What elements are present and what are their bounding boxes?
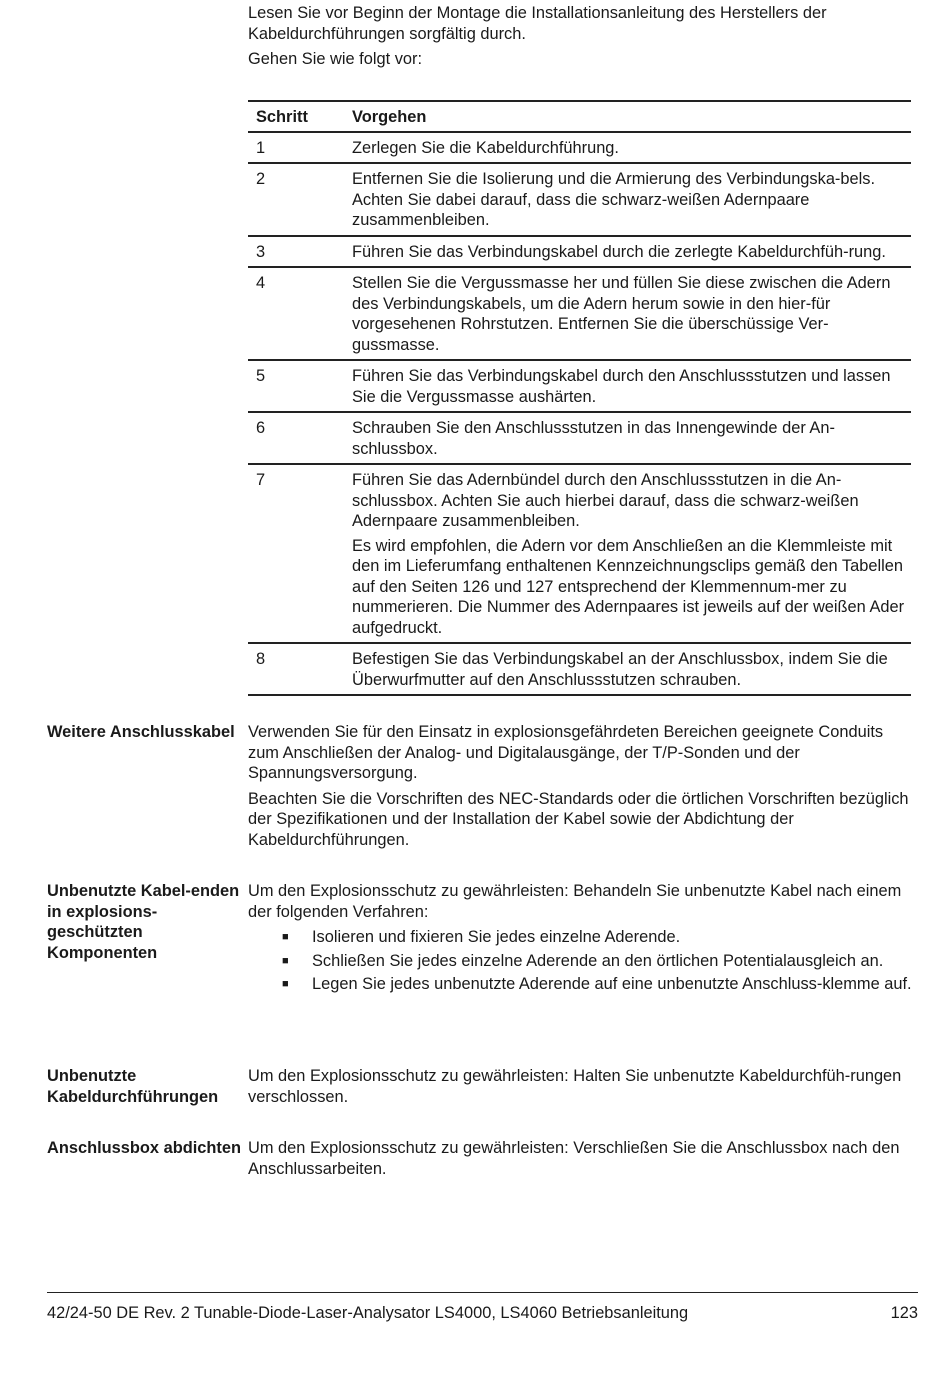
table-row	[248, 464, 911, 643]
column-header-action: Vorgehen	[352, 108, 427, 126]
table-row	[248, 360, 911, 412]
list-item-text: Schließen Sie jedes einzelne Aderende an den örtlichen Potentialausgleich an.	[312, 951, 884, 970]
table-row	[248, 132, 911, 164]
step-text: Führen Sie das Adernbündel durch den Anschlussstutzen in die An-schlussbox. Achten Sie auch hierbei darauf, dass die schwarz-weißen Adernpaare zusammenbleiben.	[352, 471, 859, 530]
step-number: 7	[256, 471, 266, 489]
step-text: Befestigen Sie das Verbindungskabel an der Anschlussbox, indem Sie die Überwurfmutter auf den Anschlussstutzen schrauben.	[352, 650, 888, 689]
step-text: Führen Sie das Verbindungskabel durch die zerlegte Kabeldurchfüh-rung.	[352, 242, 886, 261]
step-text: Zerlegen Sie die Kabeldurchführung.	[352, 138, 619, 157]
section-label: Unbenutzte Kabeldurchführungen	[47, 1067, 219, 1106]
step-text: Führen Sie das Verbindungskabel durch den Anschlussstutzen und lassen Sie die Vergussmasse aushärten.	[352, 367, 891, 406]
table-row	[248, 163, 911, 236]
bullet-icon: ■	[282, 978, 289, 990]
steps-table	[248, 100, 911, 696]
page-number: 123	[890, 1304, 918, 1322]
section-body	[248, 881, 918, 998]
page-footer	[47, 1303, 918, 1324]
step-text: Schrauben Sie den Anschlussstutzen in das Innengewinde der An-schlussbox.	[352, 419, 835, 458]
footer-document-title: 42/24-50 DE Rev. 2 Tunable-Diode-Laser-Analysator LS4000, LS4060 Betriebsanleitung	[47, 1304, 689, 1322]
table-row	[248, 236, 911, 268]
section-label: Unbenutzte Kabel-enden in explosions-geschützten Komponenten	[47, 882, 240, 962]
table-row	[248, 267, 911, 360]
footer-divider	[47, 1292, 918, 1293]
list-item	[248, 951, 918, 972]
step-number: 5	[256, 367, 266, 385]
step-text: Stellen Sie die Vergussmasse her und füllen Sie diese zwischen die Adern des Verbindungskabels, um die Adern herum sowie in den hier-für vorgesehenen Rohrstutzen. Entfernen Sie die überschüssige Ver-gussmasse.	[352, 274, 891, 354]
section-paragraph: Um den Explosionsschutz zu gewährleisten: Halten Sie unbenutzte Kabeldurchfüh-rungen verschlossen.	[248, 1067, 902, 1106]
step-number: 6	[256, 419, 266, 437]
section-body	[248, 722, 918, 855]
intro-paragraph: Gehen Sie wie folgt vor:	[248, 50, 423, 68]
section-label: Weitere Anschlusskabel	[47, 723, 235, 741]
bullet-list	[248, 927, 918, 995]
intro-paragraph: Lesen Sie vor Beginn der Montage die Installationsanleitung des Herstellers der Kabeldurchführungen sorgfältig durch.	[248, 4, 827, 43]
step-number: 8	[256, 650, 266, 668]
bullet-icon: ■	[282, 931, 289, 943]
section-body	[248, 1066, 918, 1112]
bullet-icon: ■	[282, 954, 289, 967]
section-paragraph: Um den Explosionsschutz zu gewährleisten: Behandeln Sie unbenutzte Kabel nach einem der folgenden Verfahren:	[248, 882, 902, 921]
step-number: 4	[256, 274, 266, 292]
step-number: 1	[256, 138, 266, 157]
list-item	[248, 927, 918, 948]
section-body	[248, 1138, 918, 1184]
step-number: 3	[256, 242, 266, 261]
intro-text	[248, 3, 918, 75]
section-paragraph: Um den Explosionsschutz zu gewährleisten: Verschließen Sie die Anschlussbox nach den Anschlussarbeiten.	[248, 1139, 900, 1178]
step-note: Es wird empfohlen, die Adern vor dem Anschließen an die Klemmleiste mit den im Lieferumfang enthaltenen Kennzeichnungsclips gemäß den Tabellen auf den Seiten 126 und 127 entsprechend der Klemmennum-mer zu nummerieren. Die Nummer des Adernpaares ist jeweils auf der weißen Ader aufgedruckt.	[352, 536, 905, 637]
table-row	[248, 643, 911, 695]
column-header-step: Schritt	[256, 108, 308, 126]
step-number: 2	[256, 170, 266, 188]
list-item	[248, 974, 918, 995]
list-item-text: Isolieren und fixieren Sie jedes einzelne Aderende.	[312, 928, 681, 946]
section-paragraph: Beachten Sie die Vorschriften des NEC-Standards oder die örtlichen Vorschriften bezüglich der Spezifikationen und der Installation der Kabel sowie der Abdichtung der Kabeldurchführungen.	[248, 789, 909, 849]
list-item-text: Legen Sie jedes unbenutzte Aderende auf eine unbenutzte Anschluss-klemme auf.	[312, 975, 912, 993]
step-text: Entfernen Sie die Isolierung und die Armierung des Verbindungska-bels. Achten Sie dabei darauf, dass die schwarz-weißen Adernpaare zusammenbleiben.	[352, 170, 876, 229]
table-header-row	[248, 101, 911, 132]
section-paragraph: Verwenden Sie für den Einsatz in explosionsgefährdeten Bereichen geeignete Conduits zum Anschließen der Analog- und Digitalausgänge, der T/P-Sonden und der Spannungsversorgung.	[248, 723, 884, 782]
section-label: Anschlussbox abdichten	[47, 1139, 241, 1157]
step-cell	[352, 464, 911, 643]
table-row	[248, 412, 911, 464]
